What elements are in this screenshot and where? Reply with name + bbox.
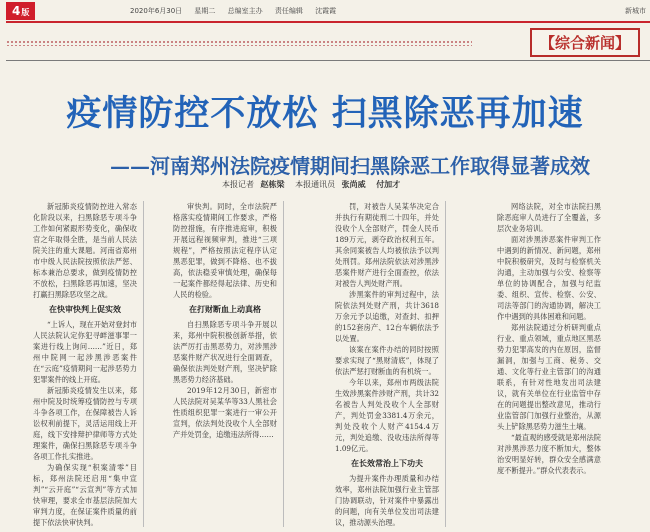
issue-weekday: 星期二 bbox=[194, 7, 216, 15]
article-paragraph: 为提升案件办理质量和办结效率，郑州法院加强行业主管部门协调联动，针对案件中暴露出的问题，向有关单位发出司法建议，推动源头治理。 bbox=[335, 474, 439, 527]
byline-correspondent-2: 付加才 bbox=[376, 180, 401, 189]
issue-date: 2020年6月30日 bbox=[130, 7, 183, 15]
dotted-band bbox=[6, 40, 472, 46]
page-suffix: 版 bbox=[21, 8, 30, 17]
column-divider bbox=[283, 201, 284, 527]
byline-correspondent-1: 张尚威 bbox=[341, 180, 366, 189]
column-divider bbox=[445, 201, 446, 527]
section-subheading: 在打财断血上动真格 bbox=[189, 305, 261, 314]
article-column-2 bbox=[173, 201, 277, 527]
byline-label-correspondent: 本报通讯员 bbox=[295, 180, 336, 189]
page-number: 4 bbox=[12, 4, 21, 18]
column-divider bbox=[143, 201, 144, 527]
article-paragraph: 罚，对被告人吴某华决定合并执行有期徒刑二十四年，并处没收个人全部财产，罚金人民币189万元，剥夺政治权利五年。其余同案被告人均被依法予以判处刑罚。郑州法院依法对涉黑涉恶案件财产进行全面查控，依法对被告人判处财产刑。 bbox=[335, 202, 439, 288]
article-column-4 bbox=[497, 201, 601, 527]
headline: 疫情防控不放松 扫黑除恶再加速 bbox=[66, 94, 584, 134]
article-paragraph: 自扫黑除恶专项斗争开展以来，郑州中院积极创新举措，依法严厉打击黑恶势力，对涉黑涉恶案件财产状况进行全面调查，确保依法判处财产刑，坚决铲除黑恶势力经济基础。 bbox=[173, 320, 277, 384]
article-paragraph: “上诉人，现在开始对登封市人民法院认定你犯寻衅滋事罪一案进行线上询问……”近日，郑州中院网一起涉黑涉恶案件在“云庭”疫情期间一起涉恶势力犯罪案件的线上开庭。 bbox=[33, 320, 137, 384]
article-paragraph: 该案在案件办结的同时按照要求实现了“黑财清底”，体现了依法严惩打财断血的有机统一。 bbox=[335, 345, 439, 376]
article-paragraph: 涉黑案件的审判过程中，法院依法判处财产刑，共计3618万余元予以追缴，对查封、扣押的152套房产、12台车辆依法予以处置。 bbox=[335, 290, 439, 343]
article-paragraph: 审快判。同时，全市法院严格落实疫情期间工作要求，严格防控措施，有序推进庭审，积极开展远程视频审判，推进“三项规程”，严格按照法定程序认定黑恶犯罪，做到不降格、也不拔高，依法稳妥审慎处理，确保每一起案件都经得起法律、历史和人民的检验。 bbox=[173, 202, 277, 299]
subheadline: ——河南郑州法院疫情期间扫黑除恶工作取得显著成效 bbox=[110, 154, 590, 178]
article-column-3 bbox=[335, 201, 439, 527]
section-subheading: 在快审快判上促实效 bbox=[49, 305, 121, 314]
editor-name: 沈霞霞 bbox=[315, 7, 337, 15]
byline-label-reporter: 本报记者 bbox=[222, 180, 254, 189]
header-meta bbox=[130, 6, 346, 16]
top-rule bbox=[6, 21, 650, 23]
article-paragraph: 面对涉黑涉恶案件审判工作中遇到的新情况、新问题，郑州中院积极研究，及时与检察机关沟通，主动加强与公安、检察等单位的协调配合，加强与纪监委、组织、宣传、检察、公安、司法等部门的沟通协调，解决工作中遇到的具体困难和问题。 bbox=[497, 235, 601, 321]
article-paragraph: 2019年12月30日，新密市人民法院对吴某华等33人黑社会性质组织犯罪一案进行一审公开宣判，依法判处没收个人全部财产并处罚金，追缴违法所得…… bbox=[173, 386, 277, 439]
article-column-1 bbox=[33, 201, 137, 527]
editor-label: 责任编辑 bbox=[274, 7, 303, 15]
byline bbox=[222, 179, 408, 190]
section-label: 【综合新闻】 bbox=[530, 28, 640, 57]
article-paragraph: 网络法院，对全市法院扫黑除恶庭审人员进行了全覆盖，多层次业务培训。 bbox=[497, 202, 601, 233]
article-paragraph: “最直观的感受就是郑州法院对涉黑涉恶力度不断加大，整体治安明显好转，群众安全感满意度不断提升。”群众代表表示。 bbox=[497, 433, 601, 475]
byline-reporter: 赵栋梁 bbox=[260, 180, 285, 189]
header-divider bbox=[6, 60, 650, 61]
article-paragraph: 为确保实现“积案清零”目标，郑州法院还启用“集中宣判”“云开庭”“云宣判”等方式加快审理，要求全市基层法院加大审判力度，在保证案件质量的前提下依法快审快判。 bbox=[33, 463, 137, 527]
chief-editor: 总编室主办 bbox=[227, 7, 263, 15]
article-paragraph: 新冠肺炎疫情发生以来，郑州中院及时统筹疫情防控与专项斗争各项工作，在保障被告人诉讼权利前提下，灵活运用线上开庭，线下安排辩护律师等方式处理案件，确保扫黑除恶专项斗争各项工作扎实推进。 bbox=[33, 386, 137, 461]
page-number-badge bbox=[6, 2, 35, 20]
article-paragraph: 新冠肺炎疫情防控进入常态化阶段以来，扫黑除恶专项斗争工作如何紧跟形势变化，确保收官之年取得全胜，是当前人民法院关注的重大课题。河南省郑州市中级人民法院按照依法严惩、标本兼治总要求，做到疫情防控不放松，扫黑除恶再加速，坚决打赢扫黑除恶攻坚之战。 bbox=[33, 202, 137, 299]
paper-name: 新城市 bbox=[625, 7, 646, 15]
section-subheading: 在长效常治上下功夫 bbox=[351, 459, 423, 468]
article-paragraph: 今年以来，郑州市两级法院生效涉黑案件涉财产刑，共计32名被告人判处没收个人全部财产，判处罚金3381.4万余元，判处没收个人财产4154.4万元，判处追缴、没收违法所得等1.09亿元。 bbox=[335, 378, 439, 453]
article-paragraph: 郑州法院通过分析研判重点行业、重点领域，重点地区黑恶势力犯罪高发的内在原因，监督漏洞，加强与工商、税务、交通、文化等行业主管部门的沟通联系，有针对性地发出司法建议，就有关单位在行业监管中存在的问题提出整改意见，推动行业监管部门加强行业整治，从源头上铲除黑恶势力滋生土壤。 bbox=[497, 323, 601, 431]
